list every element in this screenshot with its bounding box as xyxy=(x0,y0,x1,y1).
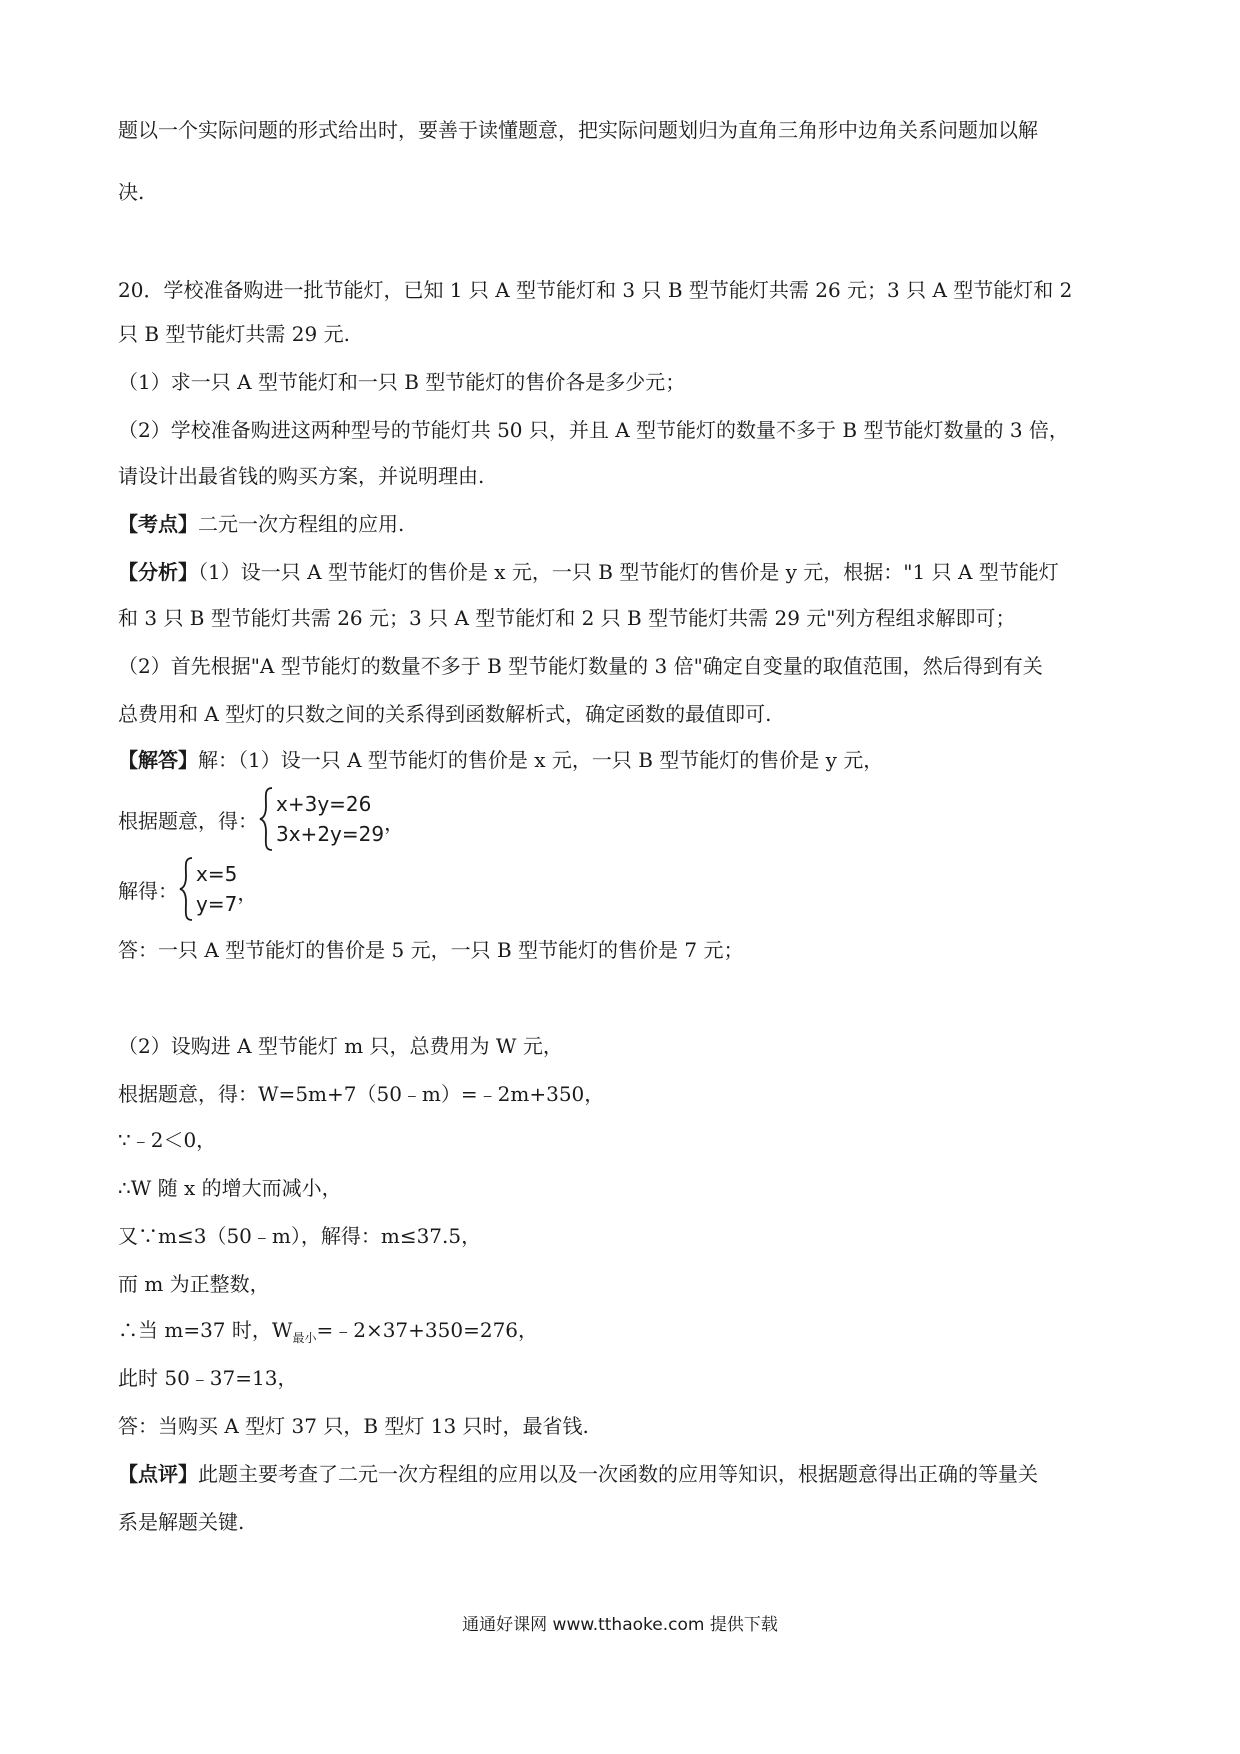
left-brace-icon xyxy=(178,856,194,922)
system-2-suffix: ， xyxy=(237,881,258,905)
fenxi-line-4: 总费用和 A 型灯的只数之间的关系得到函数解析式，确定函数的最值即可. xyxy=(118,702,772,726)
jieda-text-1: 解：（1）设一只 A 型节能灯的售价是 x 元，一只 B 型节能灯的售价是 y 元， xyxy=(198,748,884,772)
equation-system-2 xyxy=(118,856,257,922)
system-2-equation-1: x=5 xyxy=(196,862,238,886)
part2-line-3: ∵﹣2＜0， xyxy=(118,1128,217,1152)
part2-line-7-a: ∴当 m=37 时，W xyxy=(118,1318,293,1342)
system-1-prefix: 根据题意，得： xyxy=(118,808,258,833)
answer-1: 答：一只 A 型节能灯的售价是 5 元，一只 B 型节能灯的售价是 7 元； xyxy=(118,938,744,962)
fenxi-line-3: （2）首先根据"A 型节能灯的数量不多于 B 型节能灯数量的 3 倍"确定自变量的取值范围，然后得到有关 xyxy=(118,654,1043,678)
part2-line-7-b: =﹣2×37+350=276， xyxy=(316,1318,539,1342)
jieda-line-1 xyxy=(118,746,883,774)
problem-line-1: 20．学校准备购进一批节能灯，已知 1 只 A 型节能灯和 3 只 B 型节能灯共需 26 元；3 只 A 型节能灯和 2 xyxy=(118,278,1073,302)
system-1-suffix: ， xyxy=(384,811,405,835)
intro-line-1: 题以一个实际问题的形式给出时，要善于读懂题意，把实际问题划归为直角三角形中边角关系问题加以解 xyxy=(118,118,1038,142)
dianping-text-1: 此题主要考查了二元一次方程组的应用以及一次函数的应用等知识，根据题意得出正确的等量关 xyxy=(198,1462,1038,1486)
dianping-line-2: 系是解题关键. xyxy=(118,1510,245,1534)
question-1: （1）求一只 A 型节能灯和一只 B 型节能灯的售价各是多少元； xyxy=(118,370,686,394)
system-2-prefix: 解得： xyxy=(118,878,178,903)
fenxi-tag: 【分析】 xyxy=(118,560,198,584)
part2-line-4: ∴W 随 x 的增大而减小， xyxy=(118,1176,342,1200)
part2-line-9: 答：当购买 A 型灯 37 只，B 型灯 13 只时，最省钱. xyxy=(118,1414,589,1438)
part2-line-7 xyxy=(118,1316,538,1352)
w-min-subscript: 最小 xyxy=(292,1331,317,1345)
problem-line-2: 只 B 型节能灯共需 29 元. xyxy=(118,322,350,346)
fenxi-line-1 xyxy=(118,558,1059,586)
part2-line-5: 又∵m≤3（50﹣m），解得：m≤37.5， xyxy=(118,1224,482,1248)
jieda-tag: 【解答】 xyxy=(118,748,198,772)
question-2-line-1: （2）学校准备购进这两种型号的节能灯共 50 只，并且 A 型节能灯的数量不多于 B 型节能灯数量的 3 倍， xyxy=(118,418,1069,442)
kaodian-line xyxy=(118,510,404,538)
system-1-equation-1: x+3y=26 xyxy=(276,792,372,816)
part2-line-8: 此时 50﹣37=13， xyxy=(118,1366,298,1390)
kaodian-tag: 【考点】 xyxy=(118,512,198,536)
equation-system-1 xyxy=(118,786,404,852)
left-brace-icon xyxy=(258,786,274,852)
page-footer: 通通好课网 www.tthaoke.com 提供下载 xyxy=(462,1615,778,1635)
part2-line-6: 而 m 为正整数， xyxy=(118,1272,270,1296)
part2-line-1: （2）设购进 A 型节能灯 m 只，总费用为 W 元， xyxy=(118,1034,563,1058)
fenxi-text-1: （1）设一只 A 型节能灯的售价是 x 元，一只 B 型节能灯的售价是 y 元，根据："1 只 A 型节能灯 xyxy=(198,560,1059,584)
part2-line-2: 根据题意，得：W=5m+7（50﹣m）=﹣2m+350， xyxy=(118,1082,605,1106)
question-2-line-2: 请设计出最省钱的购买方案，并说明理由. xyxy=(118,464,485,488)
system-2-equation-2: y=7 xyxy=(196,892,238,916)
dianping-tag: 【点评】 xyxy=(118,1462,198,1486)
kaodian-text: 二元一次方程组的应用. xyxy=(198,512,405,536)
intro-line-2: 决. xyxy=(118,180,145,204)
fenxi-line-2: 和 3 只 B 型节能灯共需 26 元；3 只 A 型节能灯和 2 只 B 型节能灯共需 29 元"列方程组求解即可； xyxy=(118,606,1016,630)
dianping-line-1 xyxy=(118,1460,1038,1488)
system-1-equation-2: 3x+2y=29 xyxy=(276,822,385,846)
